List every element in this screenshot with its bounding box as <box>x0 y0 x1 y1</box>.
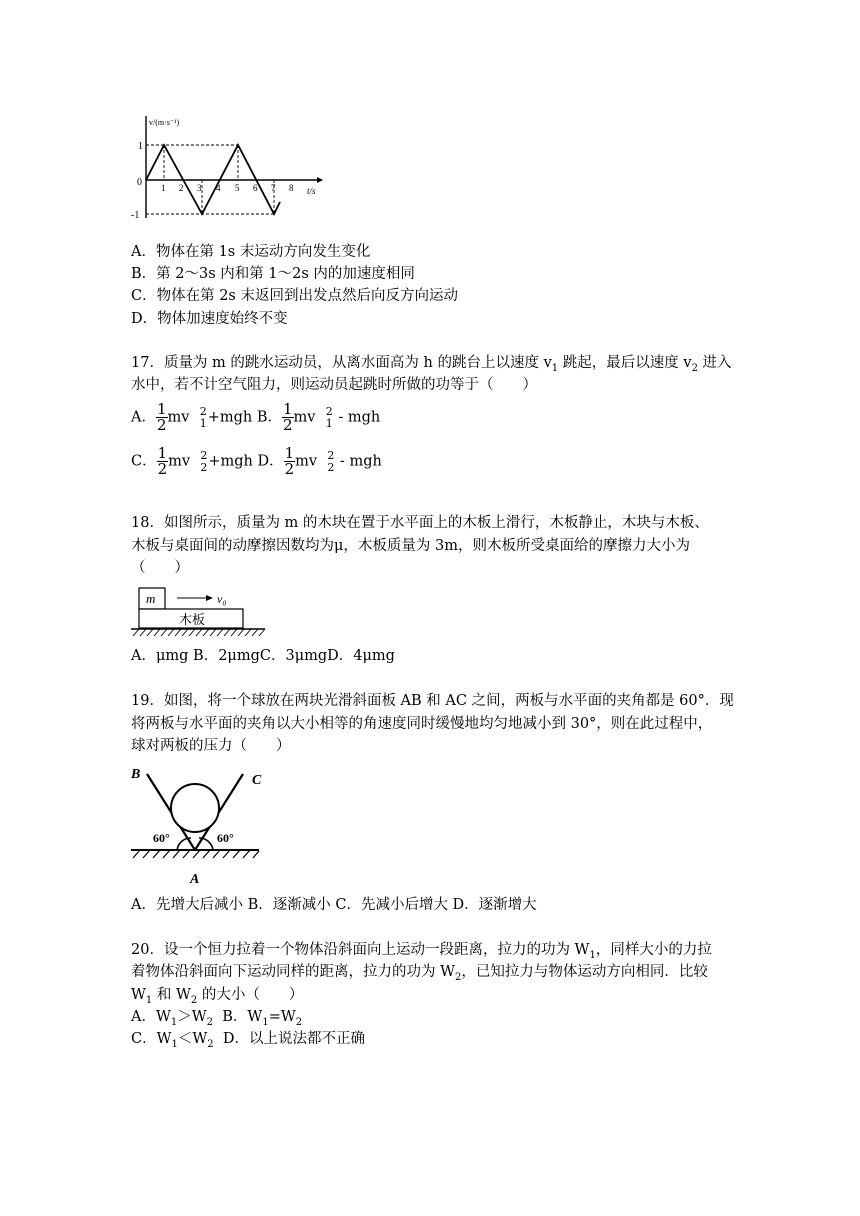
graph-x-tick: 6 <box>253 183 258 193</box>
ball-between-planes-figure <box>131 762 281 888</box>
plane-label-b: B <box>131 767 141 782</box>
graph-origin: 0 <box>137 177 142 188</box>
graph-x-tick: 2 <box>179 183 184 193</box>
velocity-time-graph <box>131 114 331 226</box>
q20-stem-line1: 20．设一个恒力拉着一个物体沿斜面向上运动一段距离，拉力的功为 $W_1$，同样大小的力拉 <box>131 942 712 961</box>
q18-stem-line3: （ ） <box>131 560 189 576</box>
q17-options-row2: C． $\frac{1}{2}$ mv 2 2 +mgh D． $\frac{1}{2}$ mv 2 2 - mgh <box>131 444 382 478</box>
graph-x-label: t/s <box>307 186 316 196</box>
q16-option-c: C．物体在第 2s 末返回到出发点然后向反方向运动 <box>131 288 458 304</box>
q19-stem-line2: 将两板与水平面的夹角以大小相等的角速度同时缓慢地均匀地减小到 30°，则在此过程中， <box>131 716 713 732</box>
fraction: $\frac{1}{2}$ <box>157 444 168 478</box>
plane-label-c: C <box>252 773 262 788</box>
q19-stem-line1: 19．如图，将一个球放在两块光滑斜面板 AB 和 AC 之间，两板与水平面的夹角都是 60°．现 <box>131 693 734 709</box>
q19-stem-line3: 球对两板的压力（ ） <box>131 738 291 754</box>
q17-stem-line1: 17．质量为 m 的跳水运动员，从离水面高为 h 的跳台上以速度 $v_1$ 跳起，最后以速度 $v_2$ 进入 <box>131 355 732 374</box>
velocity-label: v₀ <box>217 592 227 606</box>
q20-options-row2: C．$W_1<W_2$ D．以上说法都不正确 <box>131 1031 365 1050</box>
angle-label-right: 60° <box>217 831 234 845</box>
q17-options-row1: A． $\frac{1}{2}$ mv 2 1 +mgh B． $\frac{1}{2}$ mv 2 1 - mgh <box>131 400 381 434</box>
vertex-label-a: A <box>190 872 200 887</box>
q16-option-d: D．物体加速度始终不变 <box>131 311 288 327</box>
q18-options: A．μmg B．2μmgC．3μmgD．4μmg <box>131 648 395 664</box>
graph-x-tick: 3 <box>197 183 202 193</box>
graph-x-tick: 4 <box>216 183 221 193</box>
graph-x-tick: 1 <box>161 183 166 193</box>
q16-option-b: B．第 2～3s 内和第 1～2s 内的加速度相同 <box>131 266 415 282</box>
q16-option-a: A．物体在第 1s 末运动方向发生变化 <box>131 244 371 260</box>
graph-x-tick: 7 <box>271 183 276 193</box>
graph-x-tick: 5 <box>235 183 240 193</box>
q17-stem-line2: 水中，若不计空气阻力，则运动员起跳时所做的功等于（ ） <box>131 377 537 393</box>
q18-stem-line1: 18．如图所示，质量为 m 的木块在置于水平面上的木板上滑行，木板静止，木块与木板、 <box>131 515 709 531</box>
angle-label-left: 60° <box>153 831 170 845</box>
q20-options-row1: A．$W_1>W_2$ B．$W_1=W_2$ <box>131 1009 303 1028</box>
graph-y-tick: 1 <box>138 141 143 152</box>
graph-y-tick: -1 <box>131 210 140 221</box>
q20-stem-line3: $W_1$ 和 $W_2$ 的大小（ ） <box>131 987 304 1006</box>
q19-options: A．先增大后减小 B．逐渐减小 C．先减小后增大 D．逐渐增大 <box>131 897 537 913</box>
fraction: $\frac{1}{2}$ <box>283 400 293 434</box>
q20-stem-line2: 着物体沿斜面向下运动同样的距离，拉力的功为 $W_2$，已知拉力与物体运动方向相同．比较 <box>131 964 708 983</box>
fraction: $\frac{1}{2}$ <box>156 400 167 434</box>
graph-y-label: v/(m·s⁻¹) <box>149 118 180 127</box>
fraction: $\frac{1}{2}$ <box>284 444 295 478</box>
graph-x-tick: 8 <box>289 183 294 193</box>
q18-stem-line2: 木板与桌面间的动摩擦因数均为μ，木板质量为 3m，则木板所受桌面给的摩擦力大小为 <box>131 538 691 554</box>
block-on-board-figure <box>131 585 271 637</box>
board-label: 木板 <box>179 612 206 627</box>
block-label: m <box>146 591 156 606</box>
